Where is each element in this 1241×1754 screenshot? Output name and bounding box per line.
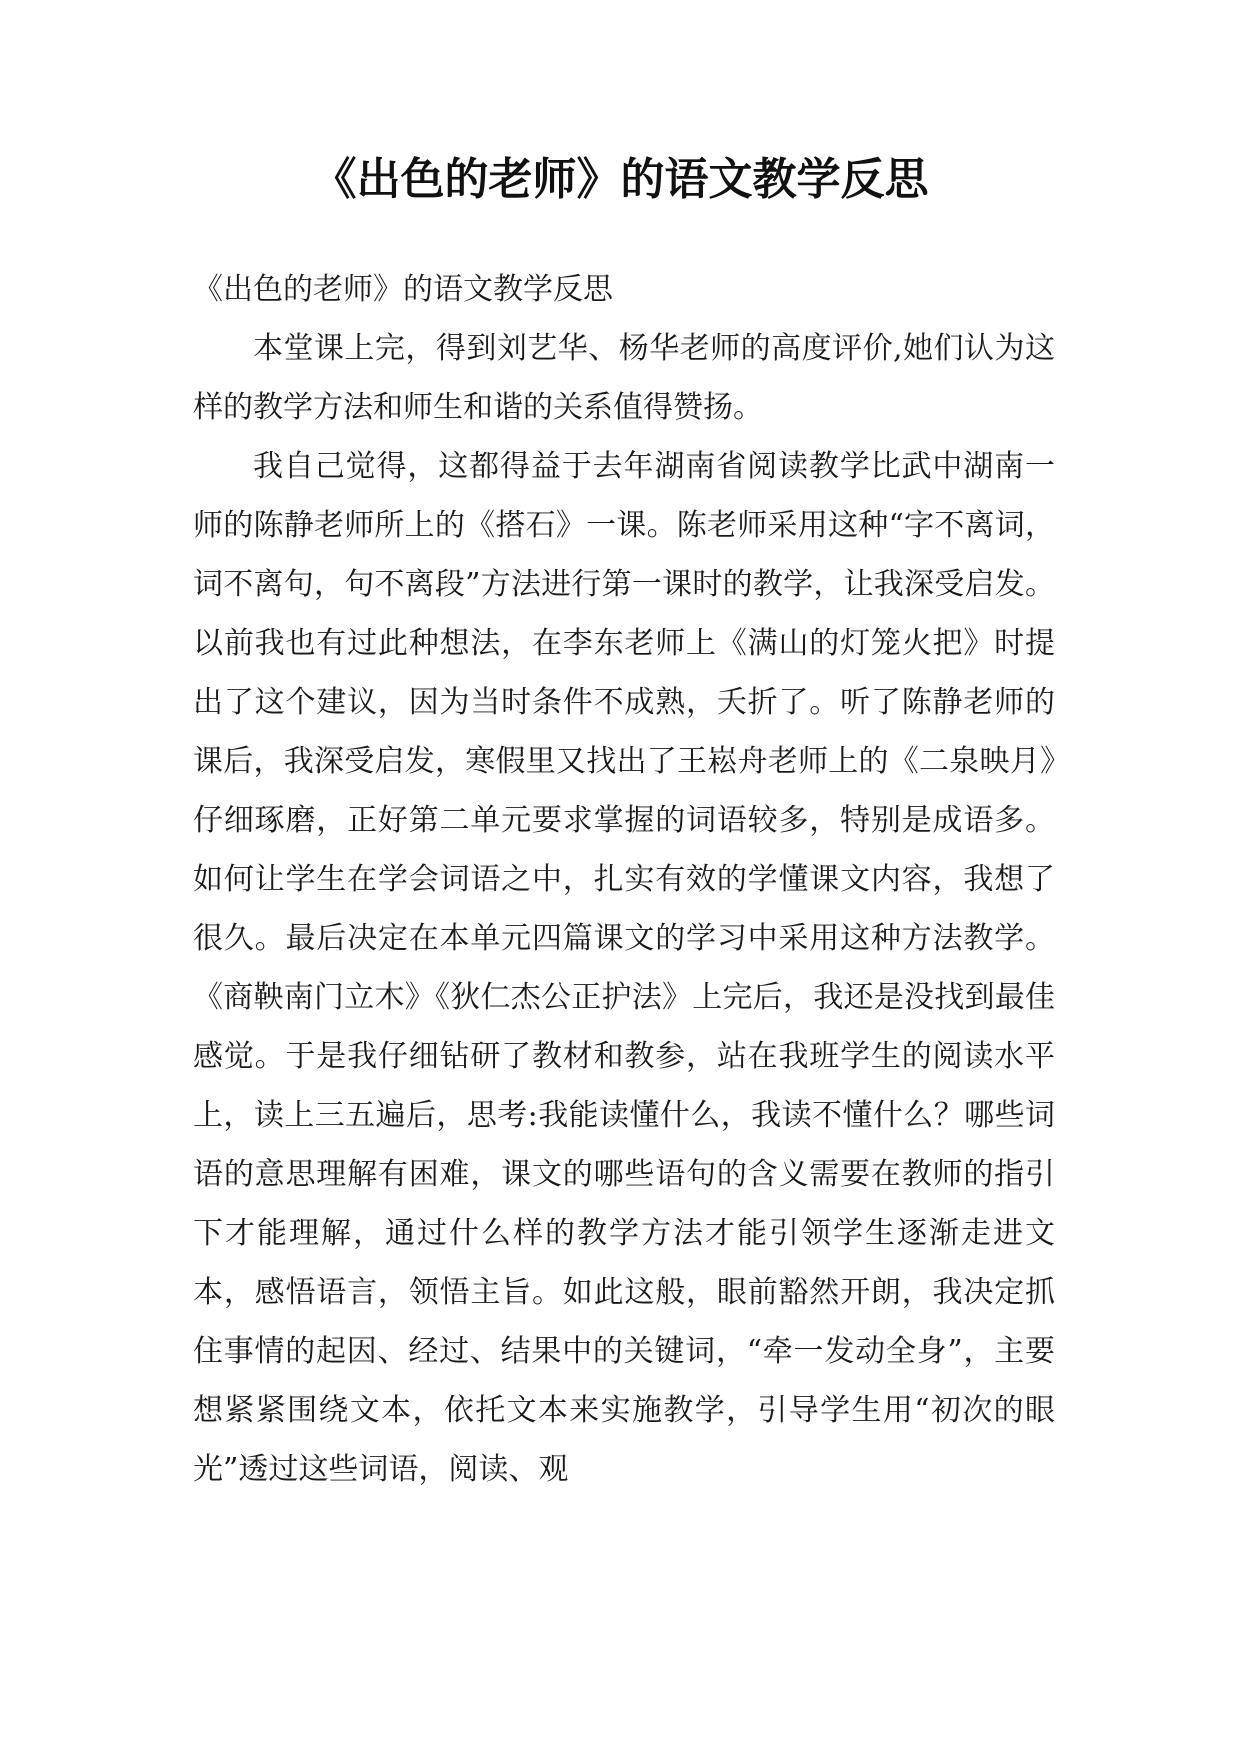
paragraph-2: 我自己觉得，这都得益于去年湖南省阅读教学比武中湖南一师的陈静老师所上的《搭石》一课。陈老师采用这种“字不离词，词不离句，句不离段”方法进行第一课时的教学，让我深受启发。以前我也有过此种想法，在李东老师上《满山的灯笼火把》时提出了这个建议，因为当时条件不成熟，夭折了。听了陈静老师的课后，我深受启发，寒假里又找出了王崧舟老师上的《二泉映月》仔细琢磨，正好第二单元要求掌握的词语较多，特别是成语多。如何让学生在学会词语之中，扎实有效的学懂课文内容，我想了很久。最后决定在本单元四篇课文的学习中采用这种方法教学。《商鞅南门立木》《狄仁杰公正护法》上完后，我还是没找到最佳感觉。于是我仔细钻研了教材和教参，站在我班学生的阅读水平上，读上三五遍后，思考:我能读懂什么，我读不懂什么？哪些词语的意思理解有困难，课文的哪些语句的含义需要在教师的指引下才能理解，通过什么样的教学方法才能引领学生逐渐走进文本，感悟语言，领悟主旨。如此这般，眼前豁然开朗，我决定抓住事情的起因、经过、结果中的关键词，“牵一发动全身”，主要想紧紧围绕文本，依托文本来实施教学，引导学生用“初次的眼光”透过这些词语，阅读、观 — [193, 449, 1055, 1487]
paragraph-1: 本堂课上完，得到刘艺华、杨华老师的高度评价,她们认为这样的教学方法和师生和谐的关系值得赞扬。 — [193, 331, 1055, 425]
document-title: 《出色的老师》的语文教学反思 — [312, 154, 929, 205]
paragraph-subtitle: 《出色的老师》的语文教学反思 — [193, 272, 613, 307]
document-body — [193, 260, 1055, 1499]
